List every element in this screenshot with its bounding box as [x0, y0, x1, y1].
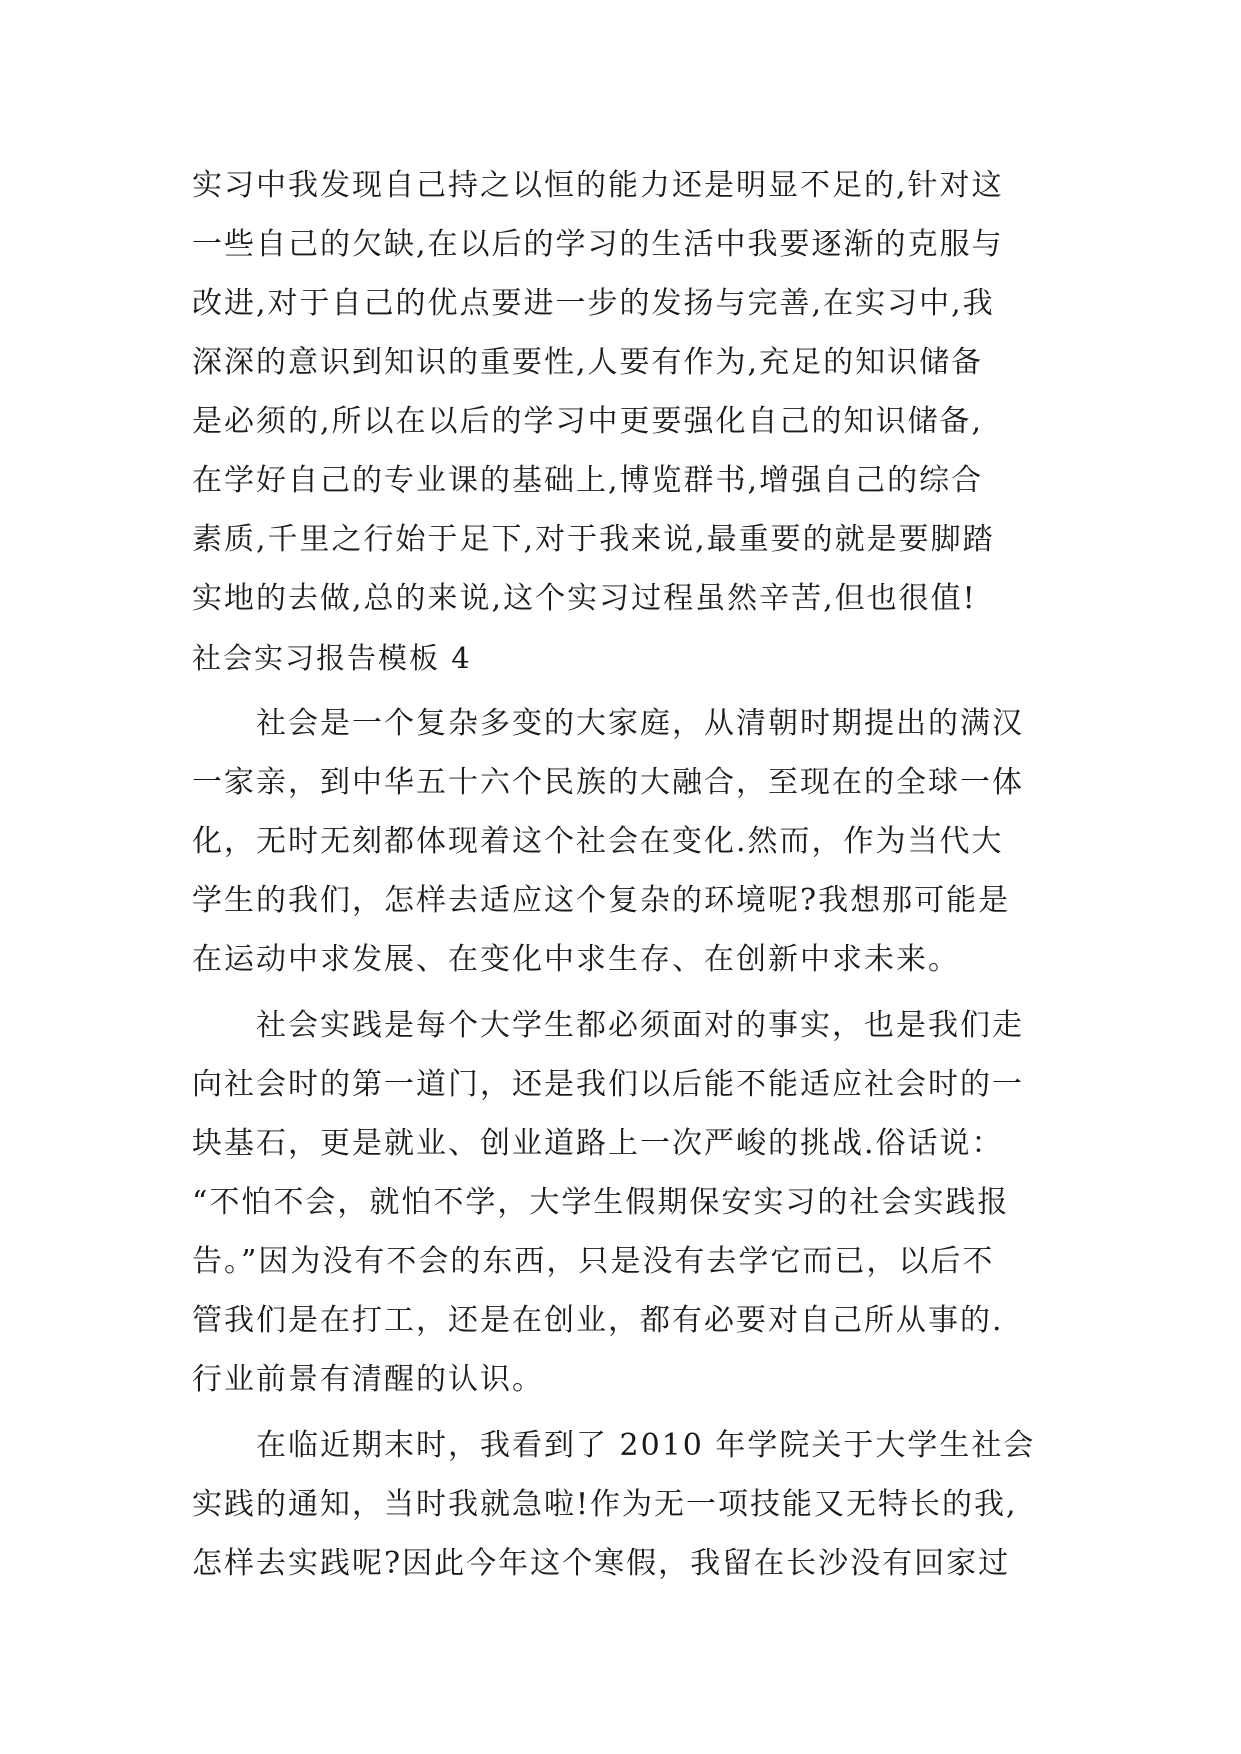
- paragraph-4: [192, 1416, 1062, 1593]
- paragraph-line: 社会实践是每个大学生都必须面对的事实，也是我们走: [256, 1008, 1024, 1043]
- paragraph-line: “不怕不会，就怕不学，大学生假期保安实习的社会实践报: [192, 1185, 1010, 1220]
- paragraph-3: [192, 996, 1062, 1409]
- paragraph-line: 学生的我们，怎样去适应这个复杂的环境呢?我想那可能是: [192, 883, 1011, 918]
- spacer: [192, 1409, 1062, 1416]
- paragraph-line: 社会是一个复杂多变的大家庭，从清朝时期提出的满汉: [256, 706, 1024, 741]
- paragraph-line: 管我们是在打工，还是在创业，都有必要对自己所从事的.: [192, 1303, 1004, 1338]
- document-body: [192, 156, 1062, 1593]
- paragraph-line: 实习中我发现自己持之以恒的能力还是明显不足的,针对这: [192, 168, 1004, 203]
- paragraph-line: 一些自己的欠缺,在以后的学习的生活中我要逐渐的克服与: [192, 227, 1004, 262]
- paragraph-2: [192, 694, 1062, 989]
- paragraph-line: 行业前景有清醒的认识。: [192, 1362, 544, 1397]
- section-heading: 社会实习报告模板 4: [192, 641, 472, 675]
- paragraph-line: 素质,千里之行始于足下,对于我来说,最重要的就是要脚踏: [192, 522, 995, 557]
- paragraph-line: 实地的去做,总的来说,这个实习过程虽然辛苦,但也很值!: [192, 581, 977, 616]
- paragraph-line: 化，无时无刻都体现着这个社会在变化.然而，作为当代大: [192, 824, 1004, 859]
- paragraph-line: 实践的通知，当时我就急啦!作为无一项技能又无特长的我,: [192, 1487, 1018, 1522]
- paragraph-line: 向社会时的第一道门，还是我们以后能不能适应社会时的一: [192, 1067, 1024, 1102]
- paragraph-line: 一家亲，到中华五十六个民族的大融合，至现在的全球一体: [192, 765, 1024, 800]
- paragraph-1: [192, 156, 1062, 628]
- paragraph-line: 怎样去实践呢?因此今年这个寒假，我留在长沙没有回家过: [192, 1546, 1011, 1581]
- paragraph-line: 在临近期末时，我看到了 2010 年学院关于大学生社会: [256, 1428, 1036, 1463]
- paragraph-line: 告。”因为没有不会的东西，只是没有去学它而已，以后不: [192, 1244, 995, 1279]
- paragraph-line: 块基石，更是就业、创业道路上一次严峻的挑战.俗话说：: [192, 1126, 1004, 1161]
- paragraph-line: 深深的意识到知识的重要性,人要有作为,充足的知识储备: [192, 345, 984, 380]
- paragraph-line: 在学好自己的专业课的基础上,博览群书,增强自己的综合: [192, 463, 984, 498]
- spacer: [192, 989, 1062, 996]
- paragraph-line: 改进,对于自己的优点要进一步的发扬与完善,在实习中,我: [192, 286, 995, 321]
- paragraph-line: 是必须的,所以在以后的学习中更要强化自己的知识储备,: [192, 404, 984, 439]
- paragraph-line: 在运动中求发展、在变化中求生存、在创新中求未来。: [192, 942, 960, 977]
